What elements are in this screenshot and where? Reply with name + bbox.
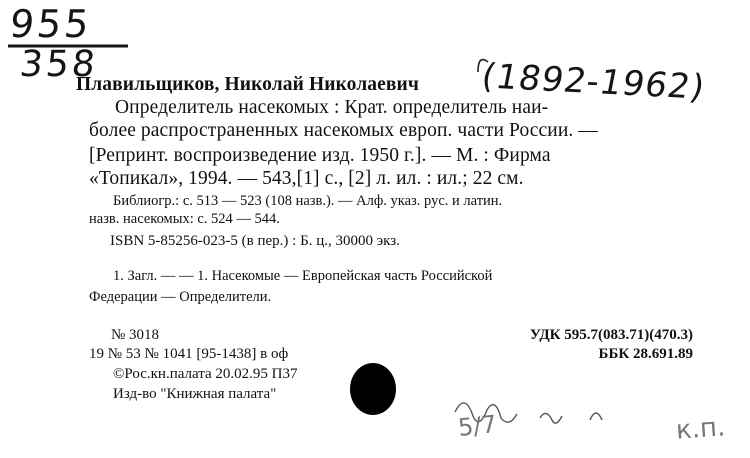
card-number: № 3018 [111, 327, 160, 343]
isbn-line: ISBN 5-85256-023-5 (в пер.) : Б. ц., 30000 экз. [110, 233, 400, 249]
author-heading: Плавильщиков, Николай Николаевич [76, 74, 419, 95]
punch-hole [350, 363, 396, 415]
subject-line-2: Федерации — Определители. [89, 289, 272, 305]
notes-line-1: Библиогр.: с. 513 — 523 (108 назв.). — Алф. указ. рус. и латин. [113, 193, 503, 209]
title-line-1: Определитель насекомых : Крат. определитель наи- [115, 97, 549, 118]
udk-code: УДК 595.7(083.71)(470.3) [529, 327, 693, 343]
handwritten-shelf-bottom: 358 [17, 44, 100, 85]
handwritten-years: (1892-1962) [478, 56, 709, 108]
title-line-4: «Топикал», 1994. — 543,[1] с., [2] л. ил. : ил.; 22 см. [89, 168, 524, 189]
register-line: 19 № 53 № 1041 [95-1438] в оф [89, 346, 289, 362]
title-line-3: [Репринт. воспроизведение изд. 1950 г.]. — М. : Фирма [89, 145, 551, 166]
title-line-2: более распространенных насекомых европ. части России. — [89, 120, 598, 141]
bbk-code: ББК 28.691.89 [598, 346, 693, 362]
notes-line-2: назв. насекомых: с. 524 — 544. [89, 211, 280, 227]
subject-line-1: 1. Загл. — — 1. Насекомые — Европейская часть Российской [113, 268, 493, 284]
handwritten-bottom-mark-2: к.п. [675, 412, 727, 446]
publisher-line: Изд-во "Книжная палата" [113, 386, 277, 402]
handwritten-bottom-mark-1: 5/7 [456, 410, 498, 442]
handwritten-shelf-top: 955 [7, 2, 94, 46]
chamber-line: ©Рос.кн.палата 20.02.95 П37 [113, 366, 298, 382]
